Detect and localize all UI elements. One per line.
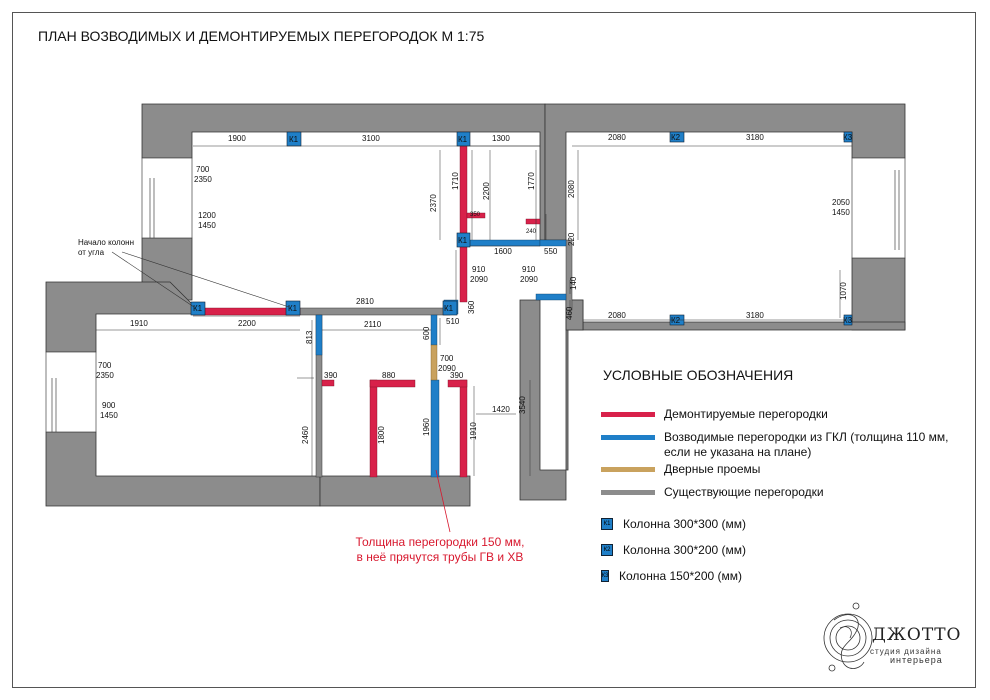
legend-label: Возводимые перегородки из ГКЛ (толщина 110 мм, если не указана на плане)	[664, 430, 949, 459]
dim-text: 1600	[494, 247, 512, 256]
wall-right-end	[852, 258, 905, 330]
legend-swatch-grey	[601, 490, 655, 495]
dim-text: 3100	[362, 134, 380, 143]
dim-text: 2350	[194, 175, 212, 184]
column-label: К2	[671, 316, 681, 325]
dim-text: 1710	[451, 172, 460, 190]
dim-text: 550	[544, 247, 558, 256]
wall-top-right	[545, 104, 905, 240]
column-label: К1	[289, 135, 299, 144]
dim-text: 1910	[469, 422, 478, 440]
column-k1-icon: К1	[601, 518, 613, 530]
dim-text: 2370	[429, 194, 438, 212]
legend-label: Существующие перегородки	[664, 485, 824, 499]
dim-text: 900	[102, 401, 116, 410]
legend-swatch-blue	[601, 435, 655, 440]
dim-text: 600	[422, 326, 431, 340]
legend-item-door	[601, 462, 964, 477]
legend-column-label: Колонна 300*200 (мм)	[623, 543, 747, 557]
dim-text: 1450	[832, 208, 850, 217]
column-label: К2	[671, 133, 681, 142]
legend-column-k1	[601, 517, 746, 531]
dim-text: 1900	[228, 134, 246, 143]
page-title: ПЛАН ВОЗВОДИМЫХ И ДЕМОНТИРУЕМЫХ ПЕРЕГОРОДОК М 1:75	[38, 28, 485, 44]
legend-swatch-door	[601, 467, 655, 472]
dim-text: 2200	[482, 182, 491, 200]
legend-swatch-red	[601, 412, 655, 417]
columns	[191, 132, 852, 325]
column-note-line1: Начало колонн	[78, 238, 135, 247]
legend-column-k3	[601, 569, 742, 583]
dim-text: 910	[472, 265, 486, 274]
dim-text: 2200	[238, 319, 256, 328]
dim-text: 1960	[422, 418, 431, 436]
dim-text: 3540	[518, 396, 527, 414]
column-label: К3	[843, 133, 853, 142]
dim-text: 880	[382, 371, 396, 380]
legend-item-build	[601, 430, 964, 460]
logo-name: ДЖОТТО	[872, 625, 962, 645]
dim-text: 510	[446, 317, 460, 326]
dim-text: 2810	[356, 297, 374, 306]
dim-text: 910	[522, 265, 536, 274]
dim-text: 700	[98, 361, 112, 370]
legend-title: УСЛОВНЫЕ ОБОЗНАЧЕНИЯ	[603, 367, 794, 383]
legend-item-demolish	[601, 407, 964, 422]
legend-column-k2	[601, 543, 746, 557]
legend-item-existing	[601, 485, 964, 500]
dim-text: 350	[470, 212, 481, 218]
wall-bottom-mid	[320, 476, 470, 506]
dim-text: 700	[440, 354, 454, 363]
column-labels	[193, 133, 853, 325]
dim-text: 2090	[520, 275, 538, 284]
dim-text: 240	[526, 229, 537, 235]
legend-column-label: Колонна 300*300 (мм)	[623, 517, 747, 531]
logo-subtitle-2: интерьера	[890, 655, 943, 665]
dim-text: 3180	[746, 133, 764, 142]
dim-text: 140	[569, 276, 578, 290]
dim-text: 2050	[832, 198, 850, 207]
dim-text: 2350	[96, 371, 114, 380]
dim-text: 2460	[301, 426, 310, 444]
dim-text: 1770	[527, 172, 536, 190]
column-k3-icon: К3	[601, 570, 609, 582]
dim-text: 3180	[746, 311, 764, 320]
dim-text: 1800	[377, 426, 386, 444]
column-note-line2: от угла	[78, 248, 105, 257]
pipe-note-line2: в неё прячутся трубы ГВ и ХВ	[356, 550, 524, 564]
legend-label: Дверные проемы	[664, 462, 761, 476]
dim-text: 2080	[608, 133, 626, 142]
dim-text: 2080	[567, 180, 576, 198]
window-right	[852, 158, 905, 258]
dim-text: 2090	[438, 364, 456, 373]
dim-text: 1420	[492, 405, 510, 414]
dim-text: 360	[467, 300, 476, 314]
dim-text: 1200	[198, 211, 216, 220]
dim-text: 1450	[198, 221, 216, 230]
column-label: К1	[458, 236, 468, 245]
pipe-note-line1: Толщина перегородки 150 мм,	[355, 535, 525, 549]
legend-column-label: Колонна 150*200 (мм)	[619, 569, 743, 583]
window-left	[46, 352, 96, 432]
column-k2-icon: К2	[601, 544, 613, 556]
column-label: К1	[444, 304, 454, 313]
pipe-note	[340, 535, 540, 565]
window-top-left	[142, 158, 192, 238]
dim-text: 1910	[130, 319, 148, 328]
dimension-texts	[96, 133, 850, 444]
column-label: К1	[193, 304, 203, 313]
dim-text: 220	[567, 232, 576, 246]
wall-right-bottom	[583, 322, 905, 330]
dim-text: 1070	[839, 282, 848, 300]
dim-text: 700	[196, 165, 210, 174]
dim-text: 390	[450, 371, 464, 380]
dim-text: 813	[305, 330, 314, 344]
logo-subtitle: студия дизайна	[870, 647, 942, 656]
wall-left-lower	[46, 432, 320, 506]
dim-text: 2110	[364, 320, 382, 329]
column-label: К1	[288, 304, 298, 313]
dim-text: 1450	[100, 411, 118, 420]
door-openings	[431, 345, 437, 380]
dim-text: 1300	[492, 134, 510, 143]
dim-text: 2090	[470, 275, 488, 284]
dim-text: 2080	[608, 311, 626, 320]
column-label: К1	[458, 135, 468, 144]
legend-label: Демонтируемые перегородки	[664, 407, 828, 421]
wall-left-mid	[46, 282, 194, 352]
dim-text: 460	[565, 306, 574, 320]
dim-text: 390	[324, 371, 338, 380]
column-label: К3	[843, 316, 853, 325]
